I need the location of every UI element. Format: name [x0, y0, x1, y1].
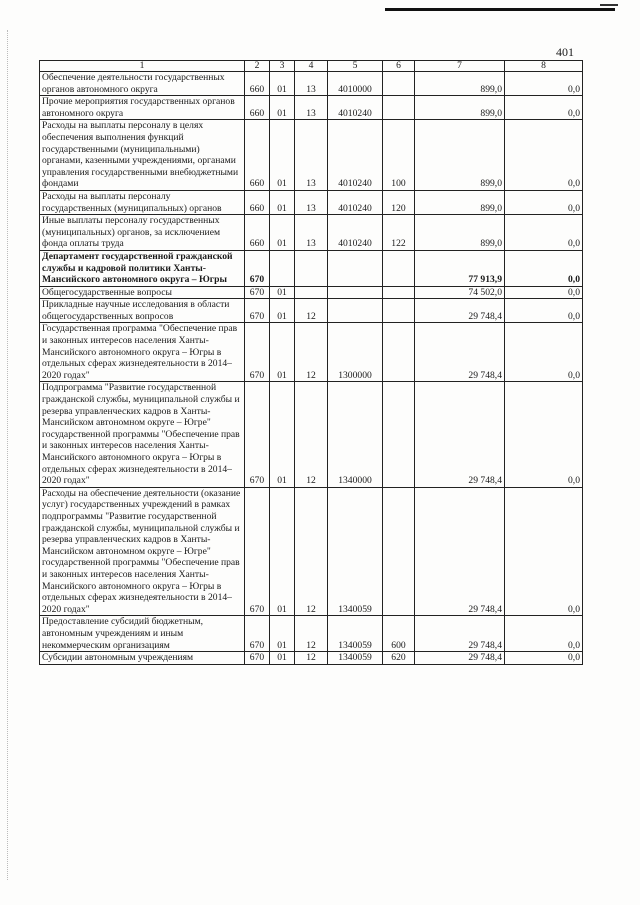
row-type-cell: 620	[383, 652, 415, 665]
row-amount-cell: 899,0	[415, 120, 505, 191]
table-row	[40, 487, 583, 616]
row-subsection-cell: 12	[295, 323, 328, 382]
row-target-cell: 1340059	[328, 616, 383, 652]
header-row	[40, 61, 583, 72]
row-name-cell: Предоставление субсидий бюджетным, автономным учреждениям и иным некоммерческим организациям	[40, 616, 245, 652]
header-cell: 1	[40, 61, 245, 72]
row-amount-cell: 899,0	[415, 72, 505, 96]
row-amount-cell: 74 502,0	[415, 286, 505, 299]
row-name-cell: Департамент государственной гражданской службы и кадровой политики Ханты-Мансийского автономного округа – Югры	[40, 250, 245, 286]
budget-table	[39, 60, 583, 665]
row-target-cell: 4010240	[328, 215, 383, 251]
row-section-cell: 01	[270, 96, 295, 120]
row-code-cell: 670	[245, 250, 270, 286]
row-target-cell: 1340059	[328, 652, 383, 665]
row-amount2-cell: 0,0	[505, 323, 583, 382]
row-code-cell: 670	[245, 616, 270, 652]
row-subsection-cell	[295, 286, 328, 299]
row-code-cell: 670	[245, 652, 270, 665]
row-type-cell	[383, 382, 415, 487]
header-cell: 3	[270, 61, 295, 72]
row-amount-cell: 899,0	[415, 96, 505, 120]
scan-edge	[7, 30, 9, 880]
row-section-cell: 01	[270, 487, 295, 616]
row-name-cell: Расходы на выплаты персоналу в целях обеспечения выполнения функций государственными (муниципальными) органами, казенными учреждениями, органами управления государственными внебюджетными фондами	[40, 120, 245, 191]
row-section-cell	[270, 250, 295, 286]
row-target-cell: 4010240	[328, 190, 383, 214]
row-amount2-cell: 0,0	[505, 286, 583, 299]
header-cell: 4	[295, 61, 328, 72]
row-code-cell: 660	[245, 190, 270, 214]
row-subsection-cell: 12	[295, 616, 328, 652]
row-subsection-cell: 13	[295, 72, 328, 96]
row-target-cell	[328, 286, 383, 299]
row-amount2-cell: 0,0	[505, 382, 583, 487]
row-name-cell: Расходы на выплаты персоналу государственных (муниципальных) органов	[40, 190, 245, 214]
row-section-cell: 01	[270, 190, 295, 214]
row-name-cell: Государственная программа "Обеспечение прав и законных интересов населения Ханты-Мансийского автономного округа – Югры в отдельных сферах жизнедеятельности в 2014–2020 годах"	[40, 323, 245, 382]
header-cell: 7	[415, 61, 505, 72]
row-amount2-cell: 0,0	[505, 299, 583, 323]
row-amount2-cell: 0,0	[505, 652, 583, 665]
table-row	[40, 250, 583, 286]
row-amount-cell: 899,0	[415, 215, 505, 251]
row-amount-cell: 29 748,4	[415, 487, 505, 616]
row-amount-cell: 899,0	[415, 190, 505, 214]
row-name-cell: Обеспечение деятельности государственных органов автономного округа	[40, 72, 245, 96]
row-subsection-cell: 13	[295, 96, 328, 120]
table-row	[40, 323, 583, 382]
table-row	[40, 382, 583, 487]
row-section-cell: 01	[270, 323, 295, 382]
row-amount-cell: 29 748,4	[415, 299, 505, 323]
row-subsection-cell: 13	[295, 190, 328, 214]
row-amount2-cell: 0,0	[505, 96, 583, 120]
row-amount2-cell: 0,0	[505, 215, 583, 251]
row-target-cell: 4010240	[328, 96, 383, 120]
row-subsection-cell: 12	[295, 652, 328, 665]
header-cell: 6	[383, 61, 415, 72]
row-amount2-cell: 0,0	[505, 190, 583, 214]
row-section-cell: 01	[270, 616, 295, 652]
row-target-cell: 4010000	[328, 72, 383, 96]
row-code-cell: 670	[245, 323, 270, 382]
row-code-cell: 660	[245, 215, 270, 251]
row-subsection-cell	[295, 250, 328, 286]
row-name-cell: Прочие мероприятия государственных органов автономного округа	[40, 96, 245, 120]
row-code-cell: 670	[245, 382, 270, 487]
row-section-cell: 01	[270, 120, 295, 191]
row-target-cell	[328, 299, 383, 323]
row-target-cell	[328, 250, 383, 286]
row-section-cell: 01	[270, 382, 295, 487]
row-type-cell: 600	[383, 616, 415, 652]
row-amount2-cell: 0,0	[505, 250, 583, 286]
table-row	[40, 190, 583, 214]
row-amount-cell: 29 748,4	[415, 323, 505, 382]
row-type-cell: 120	[383, 190, 415, 214]
row-subsection-cell: 13	[295, 120, 328, 191]
row-amount2-cell: 0,0	[505, 487, 583, 616]
row-type-cell	[383, 96, 415, 120]
row-target-cell: 1300000	[328, 323, 383, 382]
row-amount2-cell: 0,0	[505, 616, 583, 652]
row-subsection-cell: 12	[295, 382, 328, 487]
table-row	[40, 652, 583, 665]
row-name-cell: Расходы на обеспечение деятельности (оказание услуг) государственных учреждений в рамках подпрограммы "Развитие государственной гражданской службы, муниципальной службы и резерва управленческих кадров в Ханты-Мансийском автономном округе – Югре" государственной программы "Обеспечение прав и законных интересов населения Ханты-Мансийского автономного округа – Югры в отдельных сферах жизнедеятельности в 2014–2020 годах"	[40, 487, 245, 616]
row-type-cell: 100	[383, 120, 415, 191]
row-amount-cell: 77 913,9	[415, 250, 505, 286]
row-code-cell: 660	[245, 72, 270, 96]
table-row	[40, 215, 583, 251]
row-name-cell: Иные выплаты персоналу государственных (муниципальных) органов, за исключением фонда оплаты труда	[40, 215, 245, 251]
row-code-cell: 670	[245, 299, 270, 323]
top-rule-fragment	[600, 4, 618, 6]
table-row	[40, 120, 583, 191]
table-row	[40, 616, 583, 652]
table-body	[40, 61, 583, 665]
row-type-cell	[383, 299, 415, 323]
row-name-cell: Подпрограмма "Развитие государственной гражданской службы, муниципальной службы и резерва управленческих кадров в Ханты-Мансийском автономном округе – Югре" государственной программы "Обеспечение прав и законных интересов населения Ханты-Мансийского автономного округа – Югры в отдельных сферах жизнедеятельности в 2014–2020 годах"	[40, 382, 245, 487]
row-amount2-cell: 0,0	[505, 120, 583, 191]
top-rule	[385, 8, 615, 11]
row-amount-cell: 29 748,4	[415, 616, 505, 652]
row-type-cell: 122	[383, 215, 415, 251]
row-type-cell	[383, 250, 415, 286]
row-name-cell: Прикладные научные исследования в области общегосударственных вопросов	[40, 299, 245, 323]
row-target-cell: 1340059	[328, 487, 383, 616]
row-code-cell: 660	[245, 120, 270, 191]
row-section-cell: 01	[270, 286, 295, 299]
table-row	[40, 96, 583, 120]
row-code-cell: 670	[245, 487, 270, 616]
row-subsection-cell: 12	[295, 487, 328, 616]
row-section-cell: 01	[270, 215, 295, 251]
table-row	[40, 286, 583, 299]
row-subsection-cell: 13	[295, 215, 328, 251]
row-section-cell: 01	[270, 72, 295, 96]
row-target-cell: 4010240	[328, 120, 383, 191]
row-amount2-cell: 0,0	[505, 72, 583, 96]
row-section-cell: 01	[270, 652, 295, 665]
row-subsection-cell: 12	[295, 299, 328, 323]
table-row	[40, 72, 583, 96]
header-cell: 2	[245, 61, 270, 72]
row-code-cell: 670	[245, 286, 270, 299]
row-type-cell	[383, 323, 415, 382]
row-amount-cell: 29 748,4	[415, 652, 505, 665]
row-type-cell	[383, 286, 415, 299]
header-cell: 8	[505, 61, 583, 72]
page-number: 401	[556, 45, 574, 59]
row-type-cell	[383, 487, 415, 616]
table-row	[40, 299, 583, 323]
row-type-cell	[383, 72, 415, 96]
header-cell: 5	[328, 61, 383, 72]
row-amount-cell: 29 748,4	[415, 382, 505, 487]
row-section-cell: 01	[270, 299, 295, 323]
row-code-cell: 660	[245, 96, 270, 120]
row-name-cell: Общегосударственные вопросы	[40, 286, 245, 299]
row-name-cell: Субсидии автономным учреждениям	[40, 652, 245, 665]
row-target-cell: 1340000	[328, 382, 383, 487]
